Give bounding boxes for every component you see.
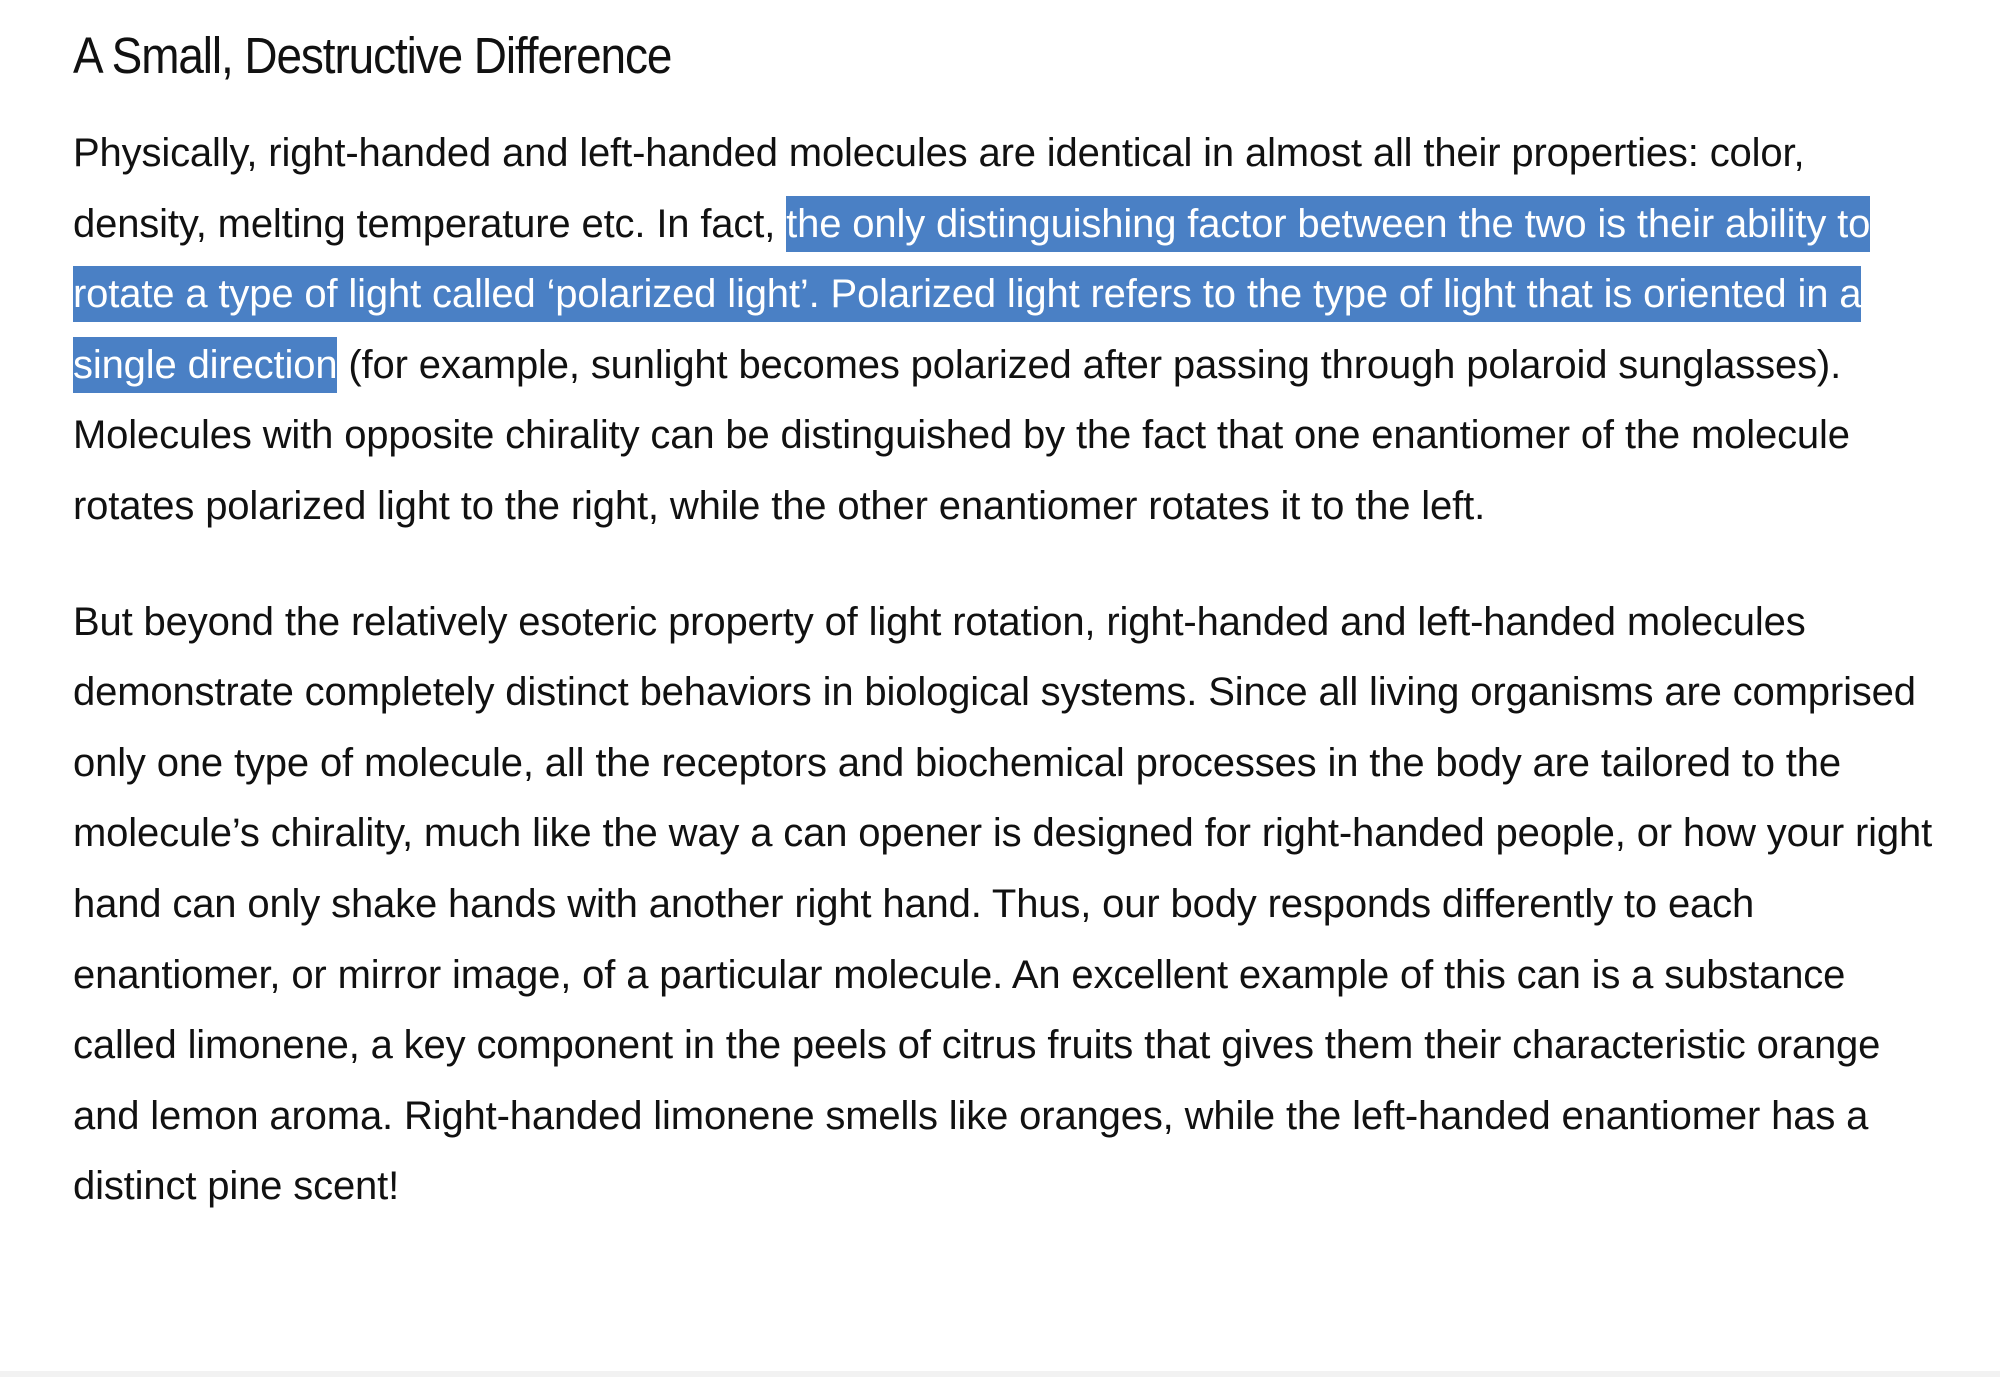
paragraph-1[interactable] bbox=[73, 118, 1933, 542]
selected-text-highlight[interactable]: the only distinguishing factor between the two is their ability to rotate a type of light called ‘polarized light’. Polarized light refers to the type of light that is oriented in a single direction bbox=[73, 196, 1870, 393]
paragraph-1-after-selection: (for example, sunlight becomes polarized after passing through polaroid sunglasses). Molecules with opposite chirality can be distinguished by the fact that one enantiomer of the molecule rotates polarized light to the right, while the other enantiomer rotates it to the left. bbox=[73, 342, 1850, 528]
article bbox=[73, 20, 1933, 1222]
paragraph-2[interactable]: But beyond the relatively esoteric property of light rotation, right-handed and left-handed molecules demonstrate completely distinct behaviors in biological systems. Since all living organisms are comprised only one type of molecule, all the receptors and biochemical processes in the body are tailored to the molecule’s chirality, much like the way a can opener is designed for right-handed people, or how your right hand can only shake hands with another right hand. Thus, our body responds differently to each enantiomer, or mirror image, of a particular molecule. An excellent example of this can is a substance called limonene, a key component in the peels of citrus fruits that gives them their characteristic orange and lemon aroma. Right-handed limonene smells like oranges, while the left-handed enantiomer has a distinct pine scent! bbox=[73, 599, 1933, 1209]
paragraph-1-before-selection: Physically, right-handed and left-handed molecules are identical in almost all their properties: color, density, melting temperature etc. In fact, bbox=[73, 131, 1805, 246]
bottom-edge bbox=[0, 1371, 2000, 1377]
section-heading: A Small, Destructive Difference bbox=[73, 27, 672, 84]
